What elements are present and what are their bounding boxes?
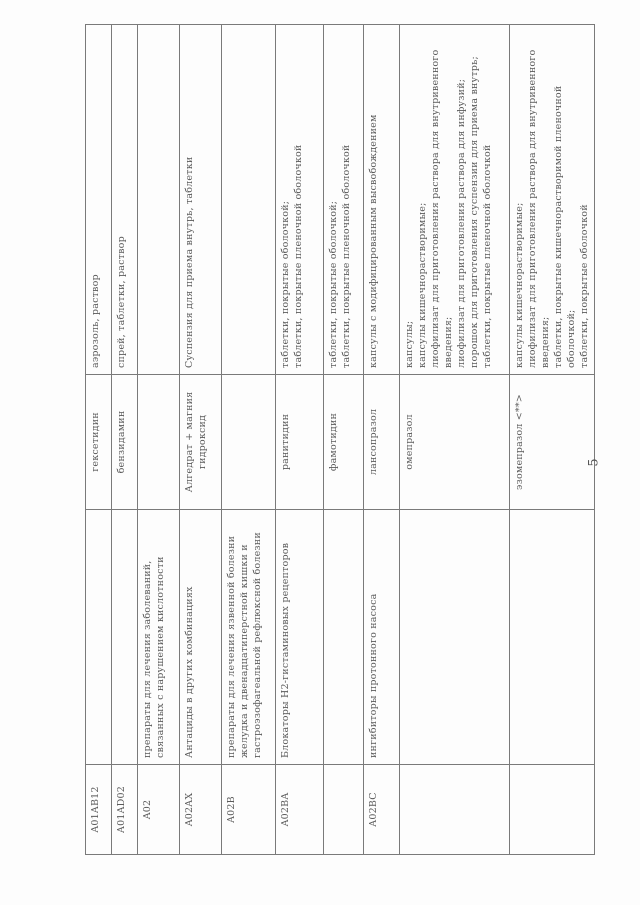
atc-code-cell: A02BC bbox=[364, 765, 400, 855]
table-row bbox=[112, 25, 138, 855]
substance-name-cell: гексетидин bbox=[86, 375, 112, 510]
anatomical-group-cell: Блокаторы Н2-гистаминовых рецепторов bbox=[276, 510, 324, 765]
anatomical-group-cell bbox=[510, 510, 595, 765]
anatomical-group-cell: Антациды в других комбинациях bbox=[180, 510, 222, 765]
dosage-forms-cell: аэрозоль, раствор bbox=[86, 25, 112, 375]
substance-name-cell bbox=[222, 375, 276, 510]
atc-code-cell: A02BA bbox=[276, 765, 324, 855]
atc-code-cell bbox=[510, 765, 595, 855]
table-row bbox=[364, 25, 400, 855]
atc-code-cell: A01AB12 bbox=[86, 765, 112, 855]
anatomical-group-cell bbox=[400, 510, 510, 765]
atc-code-cell bbox=[400, 765, 510, 855]
table-row bbox=[86, 25, 112, 855]
substance-name-cell: фамотидин bbox=[324, 375, 364, 510]
page-number: 5 bbox=[586, 458, 602, 467]
dosage-forms-cell bbox=[222, 25, 276, 375]
rotated-content bbox=[85, 25, 590, 855]
dosage-forms-cell bbox=[138, 25, 180, 375]
atc-code-cell: A02AX bbox=[180, 765, 222, 855]
dosage-forms-cell: капсулы кишечнорастворимые; лиофилизат для приготовления раствора для внутривенного введения; таблетки, покрытые кишечнорастворимой пленочной оболочкой; таблетки, покрытые оболочкой bbox=[510, 25, 595, 375]
anatomical-group-cell: ингибиторы протонного насоса bbox=[364, 510, 400, 765]
table-row bbox=[510, 25, 595, 855]
anatomical-group-cell: препараты для лечения язвенной болезни желудка и двенадцатиперстной кишки и гастроэзофагеальной рефлюксной болезни bbox=[222, 510, 276, 765]
table-row bbox=[276, 25, 324, 855]
substance-name-cell: лансопразол bbox=[364, 375, 400, 510]
anatomical-group-cell bbox=[112, 510, 138, 765]
anatomical-group-cell bbox=[324, 510, 364, 765]
atc-code-cell: A02 bbox=[138, 765, 180, 855]
dosage-forms-cell: таблетки, покрытые оболочкой; таблетки, покрытые пленочной оболочкой bbox=[324, 25, 364, 375]
dosage-forms-cell: Суспензия для приема внутрь, таблетки bbox=[180, 25, 222, 375]
atc-code-cell: A02B bbox=[222, 765, 276, 855]
dosage-forms-cell: спрей, таблетки, раствор bbox=[112, 25, 138, 375]
atc-code-cell bbox=[324, 765, 364, 855]
substance-name-cell: омепразол bbox=[400, 375, 510, 510]
substance-name-cell: ранитидин bbox=[276, 375, 324, 510]
substance-name-cell: бензидамин bbox=[112, 375, 138, 510]
substance-name-cell: Алгедрат + магния гидроксид bbox=[180, 375, 222, 510]
substance-name-cell bbox=[138, 375, 180, 510]
atc-code-cell: A01AD02 bbox=[112, 765, 138, 855]
dosage-forms-cell: капсулы; капсулы кишечнорастворимые; лиофилизат для приготовления раствора для внутривенного введения; лиофилизат для приготовления раствора для инфузий; порошок для приготовления суспензии для приема внутрь; таблетки, покрытые пленочной оболочкой bbox=[400, 25, 510, 375]
table-row bbox=[400, 25, 510, 855]
anatomical-group-cell: препараты для лечения заболеваний, связанных с нарушением кислотности bbox=[138, 510, 180, 765]
anatomical-group-cell bbox=[86, 510, 112, 765]
dosage-forms-cell: капсулы с модифицированным высвобождением bbox=[364, 25, 400, 375]
atc-table bbox=[85, 24, 595, 855]
table-row bbox=[180, 25, 222, 855]
table-row bbox=[324, 25, 364, 855]
dosage-forms-cell: таблетки, покрытые оболочкой; таблетки, покрытые пленочной оболочкой bbox=[276, 25, 324, 375]
table-row bbox=[138, 25, 180, 855]
substance-name-cell: эзомепразол <**> bbox=[510, 375, 595, 510]
table-row bbox=[222, 25, 276, 855]
